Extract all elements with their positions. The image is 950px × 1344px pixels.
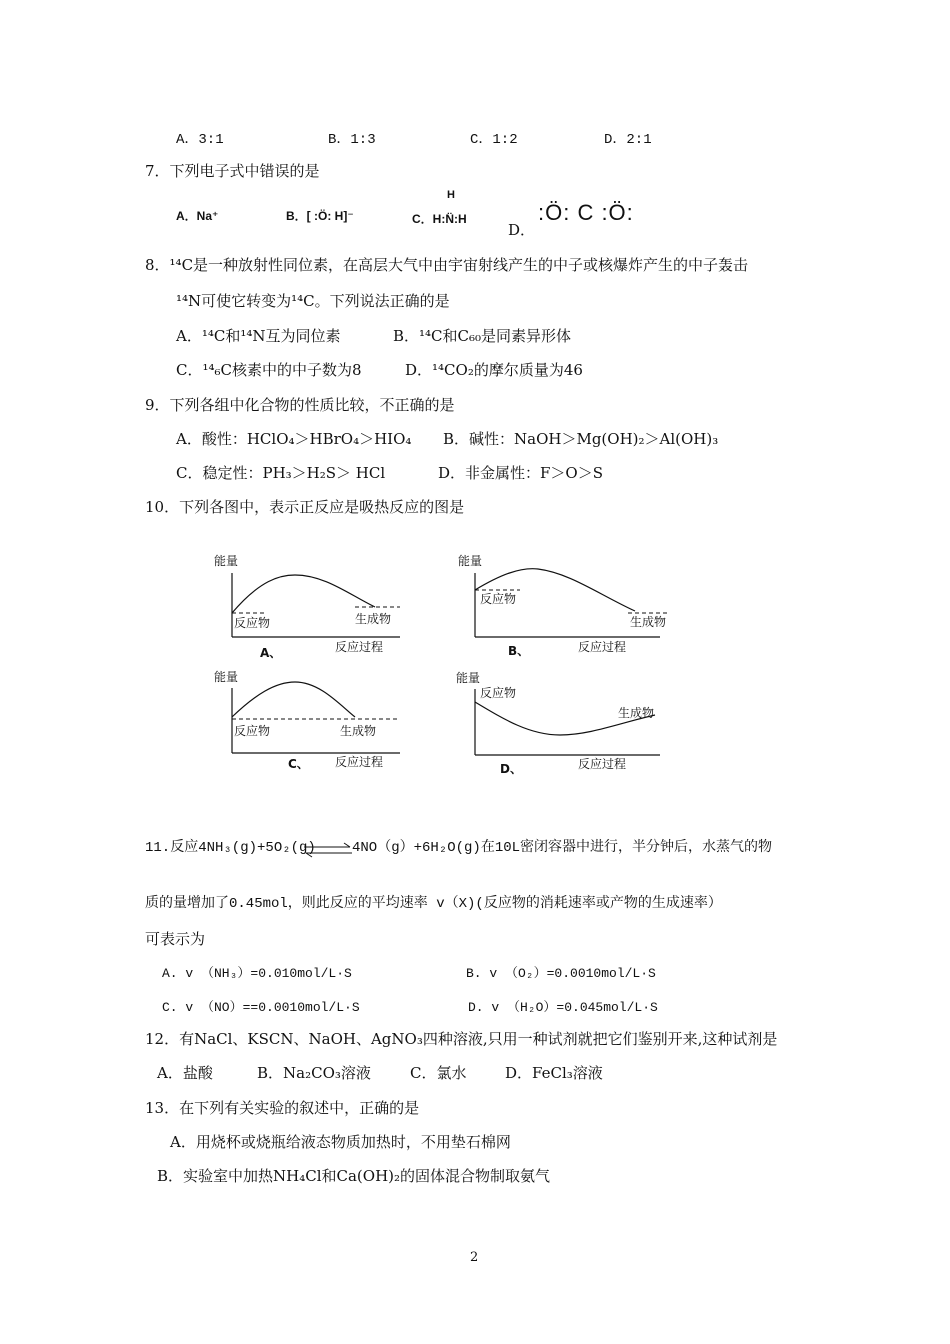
q12-option-d: D．FeCl₃溶液 [505, 1064, 603, 1082]
q10-energy-diagrams [200, 545, 700, 785]
panel-b-product-label: 生成物 [630, 615, 667, 629]
panel-c-y-label: 能量 [214, 670, 239, 684]
panel-c-curve [232, 682, 355, 717]
panel-d-product-label: 生成物 [618, 706, 655, 720]
q9-option-b: B．碱性：NaOH＞Mg(OH)₂＞Al(OH)₃ [443, 430, 719, 448]
q7-option-c-top: H [447, 189, 455, 201]
panel-a-curve [232, 575, 375, 613]
panel-a-caption: A、 [260, 646, 282, 660]
q13-stem: 13．在下列有关实验的叙述中，正确的是 [145, 1099, 420, 1117]
q6-option-d: D．2:1 [604, 132, 652, 148]
panel-d-y-label: 能量 [456, 671, 481, 685]
panel-a-product-label: 生成物 [355, 612, 392, 626]
q12-option-a: A．盐酸 [157, 1064, 213, 1082]
q7-option-a: A．Na⁺ [176, 209, 219, 223]
panel-d-x-label: 反应过程 [578, 757, 627, 771]
q13-option-b: B．实验室中加热NH₄Cl和Ca(OH)₂的固体混合物制取氨气 [157, 1167, 551, 1185]
q9-option-d: D．非金属性：F＞O＞S [438, 464, 604, 482]
q7-stem: 7．下列电子式中错误的是 [145, 162, 320, 180]
q7-option-c: C．H:N̈:H [412, 212, 467, 226]
panel-d-caption: D、 [500, 762, 522, 776]
q11-option-c: C. v （NO）==0.0010mol/L·S [162, 1000, 360, 1015]
q8-option-a: A．¹⁴C和¹⁴N互为同位素 [176, 327, 341, 345]
panel-c-x-label: 反应过程 [335, 755, 384, 769]
q7-option-b: B．[ :Ö: H]⁻ [286, 209, 354, 223]
q8-option-b: B．¹⁴C和C₆₀是同素异形体 [393, 327, 572, 345]
q8-stem-line1: 8．¹⁴C是一种放射性同位素，在高层大气中由宇宙射线产生的中子或核爆炸产生的中子轰击 [145, 256, 749, 274]
panel-a-y-label: 能量 [214, 554, 239, 568]
q6-option-a: A．3:1 [176, 132, 224, 148]
panel-d-reactant-label: 反应物 [480, 686, 517, 700]
q11-option-b: B. v （O₂）=0.0010mol/L·S [466, 966, 656, 981]
q11-stem-pre: 11.反应4NH₃(g)+5O₂(g) [145, 840, 316, 856]
q12-option-c: C．氯水 [410, 1064, 467, 1082]
q9-option-c: C．稳定性：PH₃＞H₂S＞ HCl [176, 464, 386, 482]
panel-b-y-label: 能量 [458, 554, 483, 568]
panel-a-x-label: 反应过程 [335, 640, 384, 654]
q12-option-b: B．Na₂CO₃溶液 [257, 1064, 371, 1082]
panel-c-reactant-label: 反应物 [234, 724, 271, 738]
q12-stem: 12．有NaCl、KSCN、NaOH、AgNO₃四种溶液,只用一种试剂就把它们鉴别开来,这种试剂是 [145, 1030, 778, 1048]
q9-option-a: A．酸性：HClO₄＞HBrO₄＞HIO₄ [176, 430, 412, 448]
q8-option-c: C．¹⁴₆C核素中的中子数为8 [176, 361, 362, 379]
panel-b-reactant-label: 反应物 [480, 592, 517, 606]
panel-a-reactant-label: 反应物 [234, 616, 271, 630]
q11-stem-line3: 可表示为 [145, 930, 206, 948]
panel-b-caption: B、 [508, 644, 530, 658]
q13-option-a: A．用烧杯或烧瓶给液态物质加热时，不用垫石棉网 [170, 1133, 511, 1151]
panel-c-product-label: 生成物 [340, 724, 377, 738]
q9-stem: 9．下列各组中化合物的性质比较，不正确的是 [145, 396, 455, 414]
q6-option-c: C．1:2 [470, 132, 518, 148]
q7-option-d: :Ö: C :Ö: [538, 200, 634, 225]
q8-stem-line2: ¹⁴N可使它转变为¹⁴C。下列说法正确的是 [176, 292, 450, 310]
panel-c-caption: C、 [288, 757, 309, 771]
q11-stem-post: 4NO（g）+6H₂O(g)在10L密闭容器中进行，半分钟后，水蒸气的物 [352, 840, 773, 856]
page-number: 2 [470, 1250, 479, 1265]
q8-option-d: D．¹⁴CO₂的摩尔质量为46 [405, 361, 583, 379]
q11-option-a: A. v （NH₃）=0.010mol/L·S [162, 966, 352, 981]
panel-b-x-label: 反应过程 [578, 640, 627, 654]
q10-stem: 10．下列各图中，表示正反应是吸热反应的图是 [145, 498, 465, 516]
q11-stem-line2: 质的量增加了0.45mol，则此反应的平均速率 v（X)(反应物的消耗速率或产物的生成速率） [145, 896, 722, 912]
q7-option-d-label: D． [508, 221, 536, 239]
q11-option-d: D. v （H₂O）=0.045mol/L·S [468, 1000, 658, 1015]
equilibrium-arrow-icon [302, 842, 354, 858]
q6-option-b: B．1:3 [328, 132, 376, 148]
